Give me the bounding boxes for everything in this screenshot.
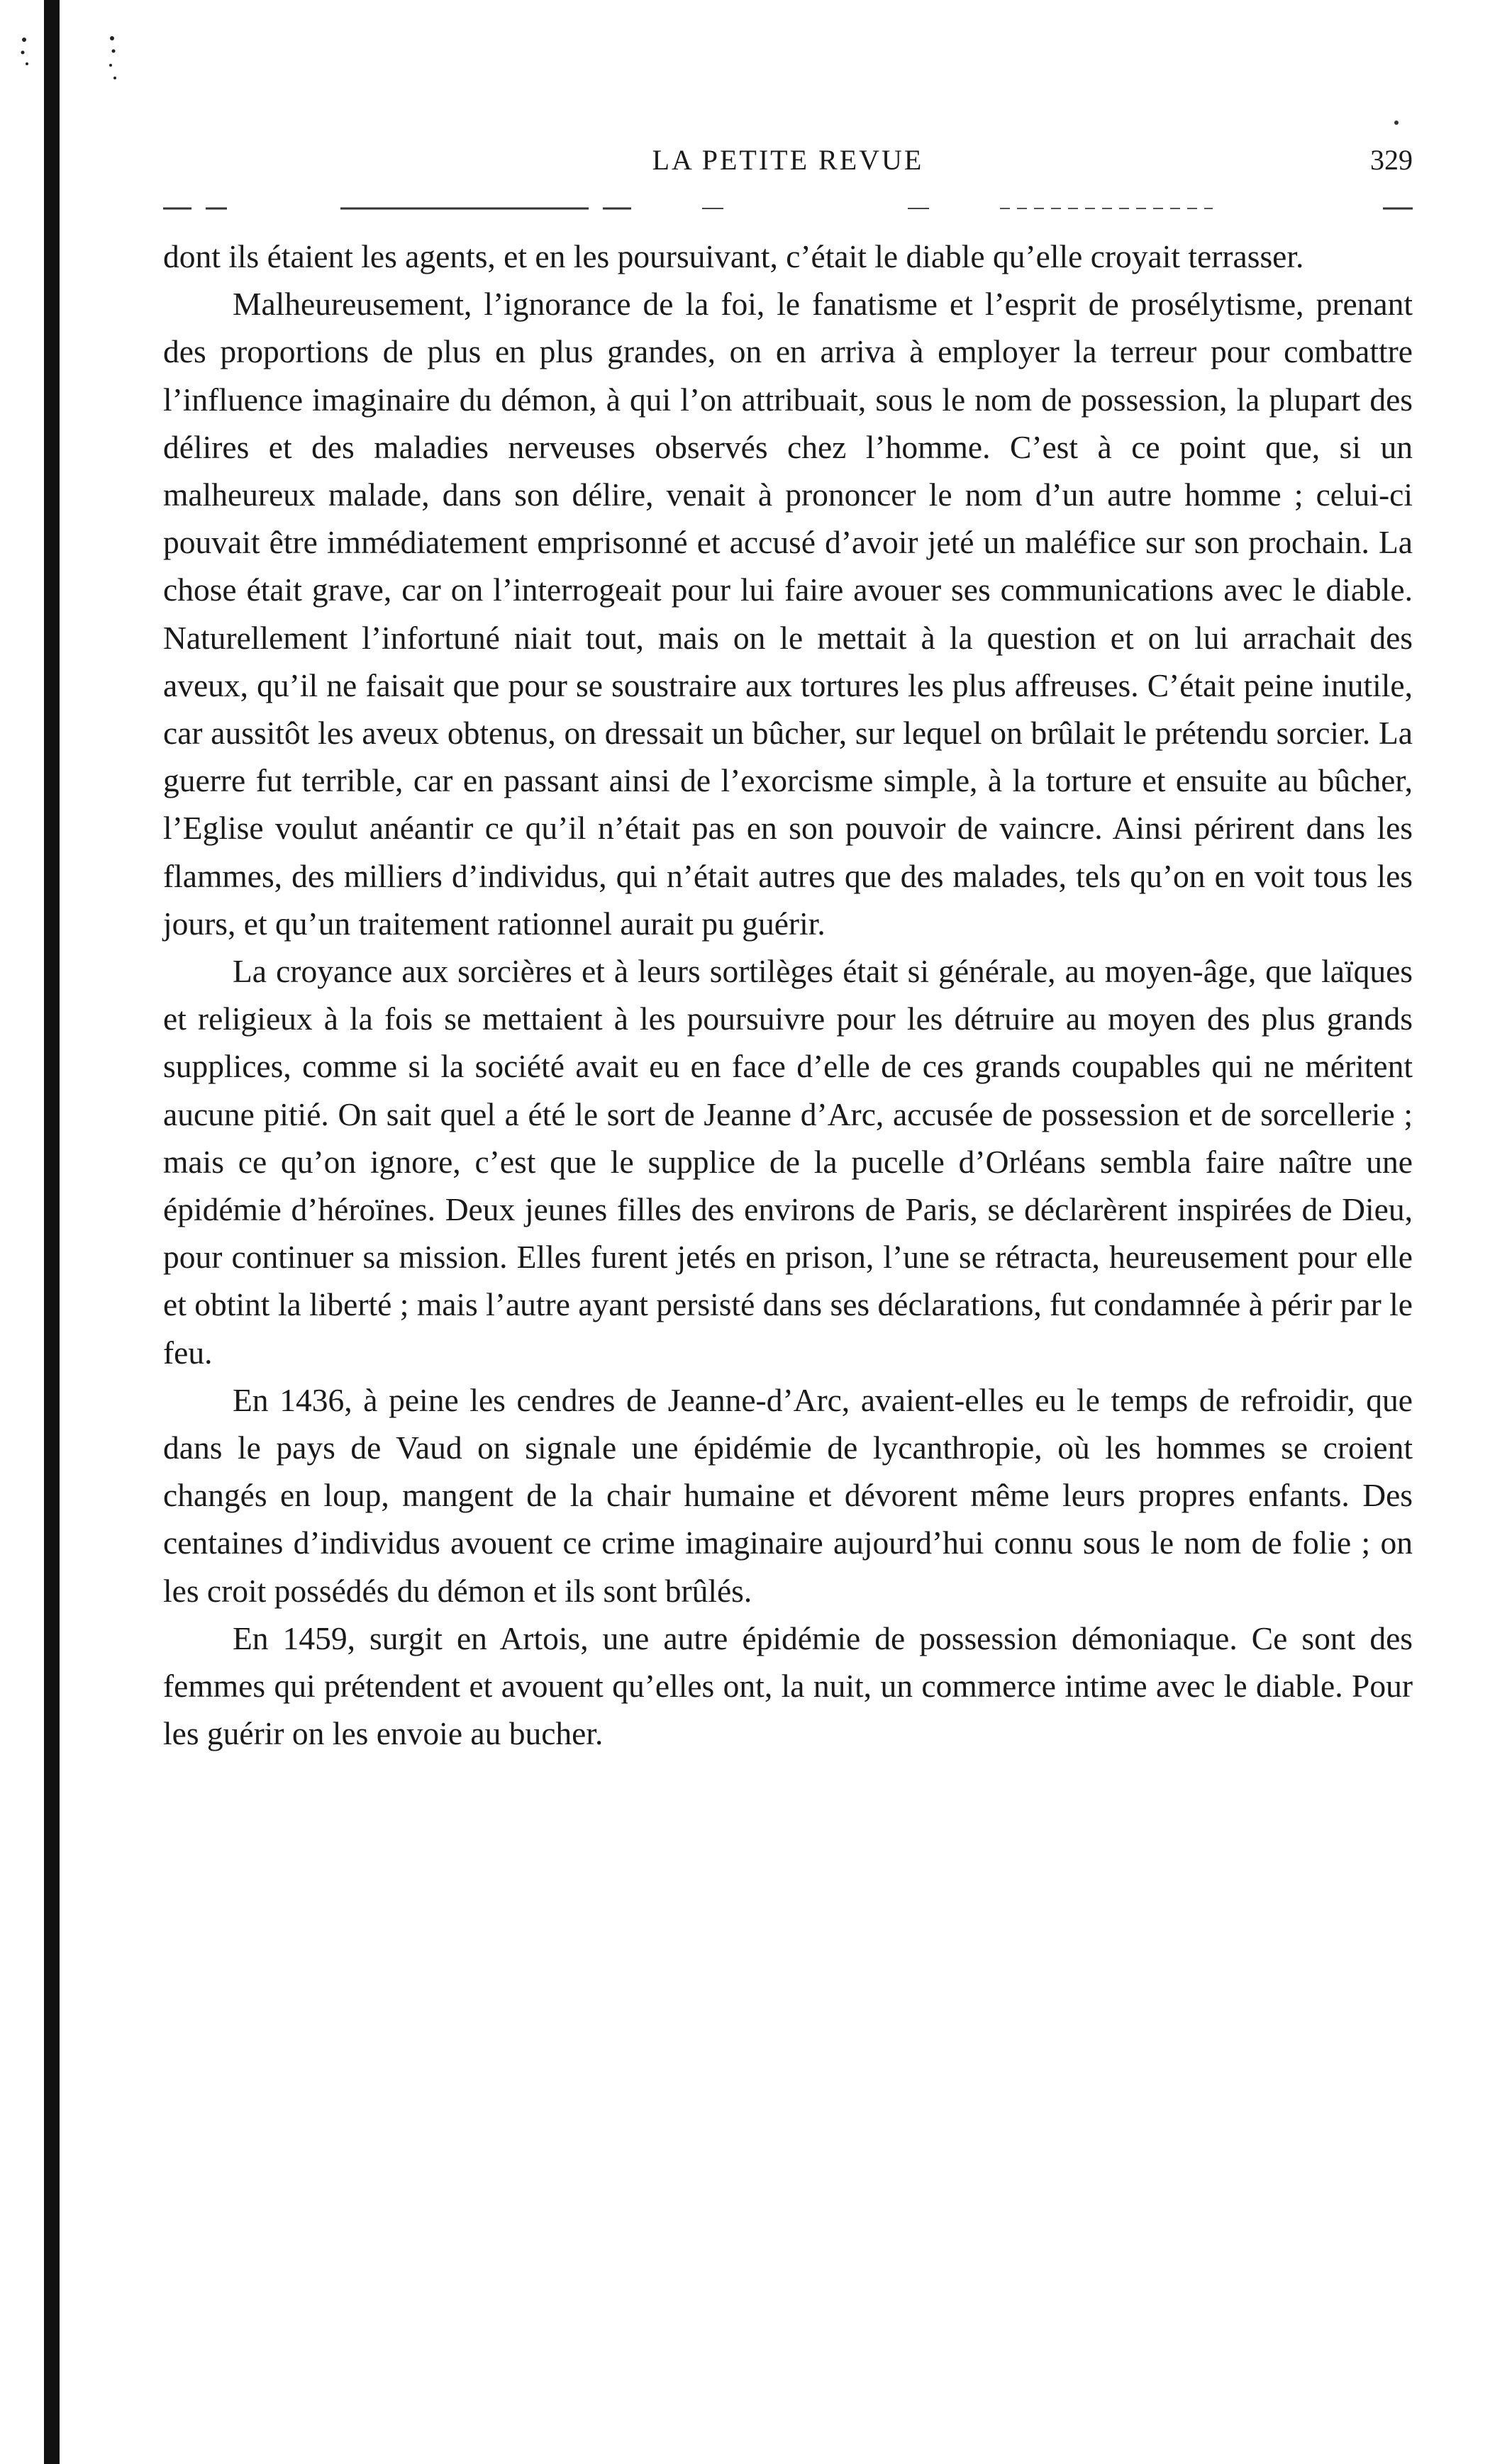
- paragraph: En 1459, surgit en Artois, une autre épidémie de possession démoniaque. Ce sont des femmes qui prétendent et avouent qu’elles ont, la nuit, un commerce intime avec le diable. Pour les guérir on les envoie au bucher.: [163, 1620, 1413, 1752]
- paragraph: La croyance aux sorcières et à leurs sortilèges était si générale, au moyen-âge, que laïques et religieux à la fois se mettaient à les poursuivre pour les détruire au moyen des plus grands supplices, comme si la société avait eu en face d’elle de ces grands coupables qui ne méritent aucune pitié. On sait quel a été le sort de Jeanne d’Arc, accusée de possession et de sorcellerie ; mais ce qu’on ignore, c’est que le supplice de la pucelle d’Orléans sembla faire naître une épidémie d’héroïnes. Deux jeunes filles des environs de Paris, se déclarèrent inspirées de Dieu, pour continuer sa mission. Elles furent jetés en prison, l’une se rétracta, heureusement pour elle et obtint la liberté ; mais l’autre ayant persisté dans ses déclarations, fut condamnée à périr par le feu.: [163, 953, 1413, 1371]
- scan-binding-edge: [44, 0, 60, 2464]
- paragraph: En 1436, à peine les cendres de Jeanne-d’Arc, avaient-elles eu le temps de refroidir, que dans le pays de Vaud on signale une épidémie de lycanthropie, où les hommes se croient changés en loup, mangent de la chair humaine et dévorent même leurs propres enfants. Des centaines d’individus avouent ce crime imaginaire aujourd’hui connu sous le nom de folie ; on les croit possédés du démon et ils sont brûlés.: [163, 1381, 1413, 1609]
- page-number: 329: [1370, 144, 1413, 176]
- paragraph: dont ils étaient les agents, et en les poursuivant, c’était le diable qu’elle croyait terrasser.: [163, 238, 1304, 274]
- scan-speck: [1394, 121, 1399, 125]
- header-rule: [163, 204, 1413, 213]
- paragraph: Malheureusement, l’ignorance de la foi, le fanatisme et l’esprit de prosélytisme, prenant des proportions de plus en plus grandes, on en arriva à employer la terreur pour combattre l’influence imaginaire du démon, à qui l’on attribuait, sous le nom de possession, la plupart des délires et des maladies nerveuses observés chez l’homme. C’est à ce point que, si un malheureux malade, dans son délire, venait à prononcer le nom d’un autre homme ; celui-ci pouvait être immédiatement emprisonné et accusé d’avoir jeté un maléfice sur son prochain. La chose était grave, car on l’interrogeait pour lui faire avouer ses communications avec le diable. Naturellement l’infortuné niait tout, mais on le mettait à la question et on lui arrachait des aveux, qu’il ne faisait que pour se soustraire aux tortures les plus affreuses. C’était peine inutile, car aussitôt les aveux obtenus, on dressait un bûcher, sur lequel on brûlait le prétendu sorcier. La guerre fut terrible, car en passant ainsi de l’exorcisme simple, à la torture et ensuite au bûcher, l’Eglise voulut anéantir ce qu’il n’était pas en son pouvoir de vaincre. Ainsi périrent dans les flammes, des milliers d’individus, qui n’était autres que des malades, tels qu’on en voit tous les jours, et qu’un traitement rationnel aurait pu guérir.: [163, 286, 1413, 942]
- running-title: LA PETITE REVUE: [652, 144, 924, 176]
- body-text: [163, 233, 1413, 1758]
- scan-specks: [14, 28, 121, 92]
- page-header: [163, 139, 1413, 182]
